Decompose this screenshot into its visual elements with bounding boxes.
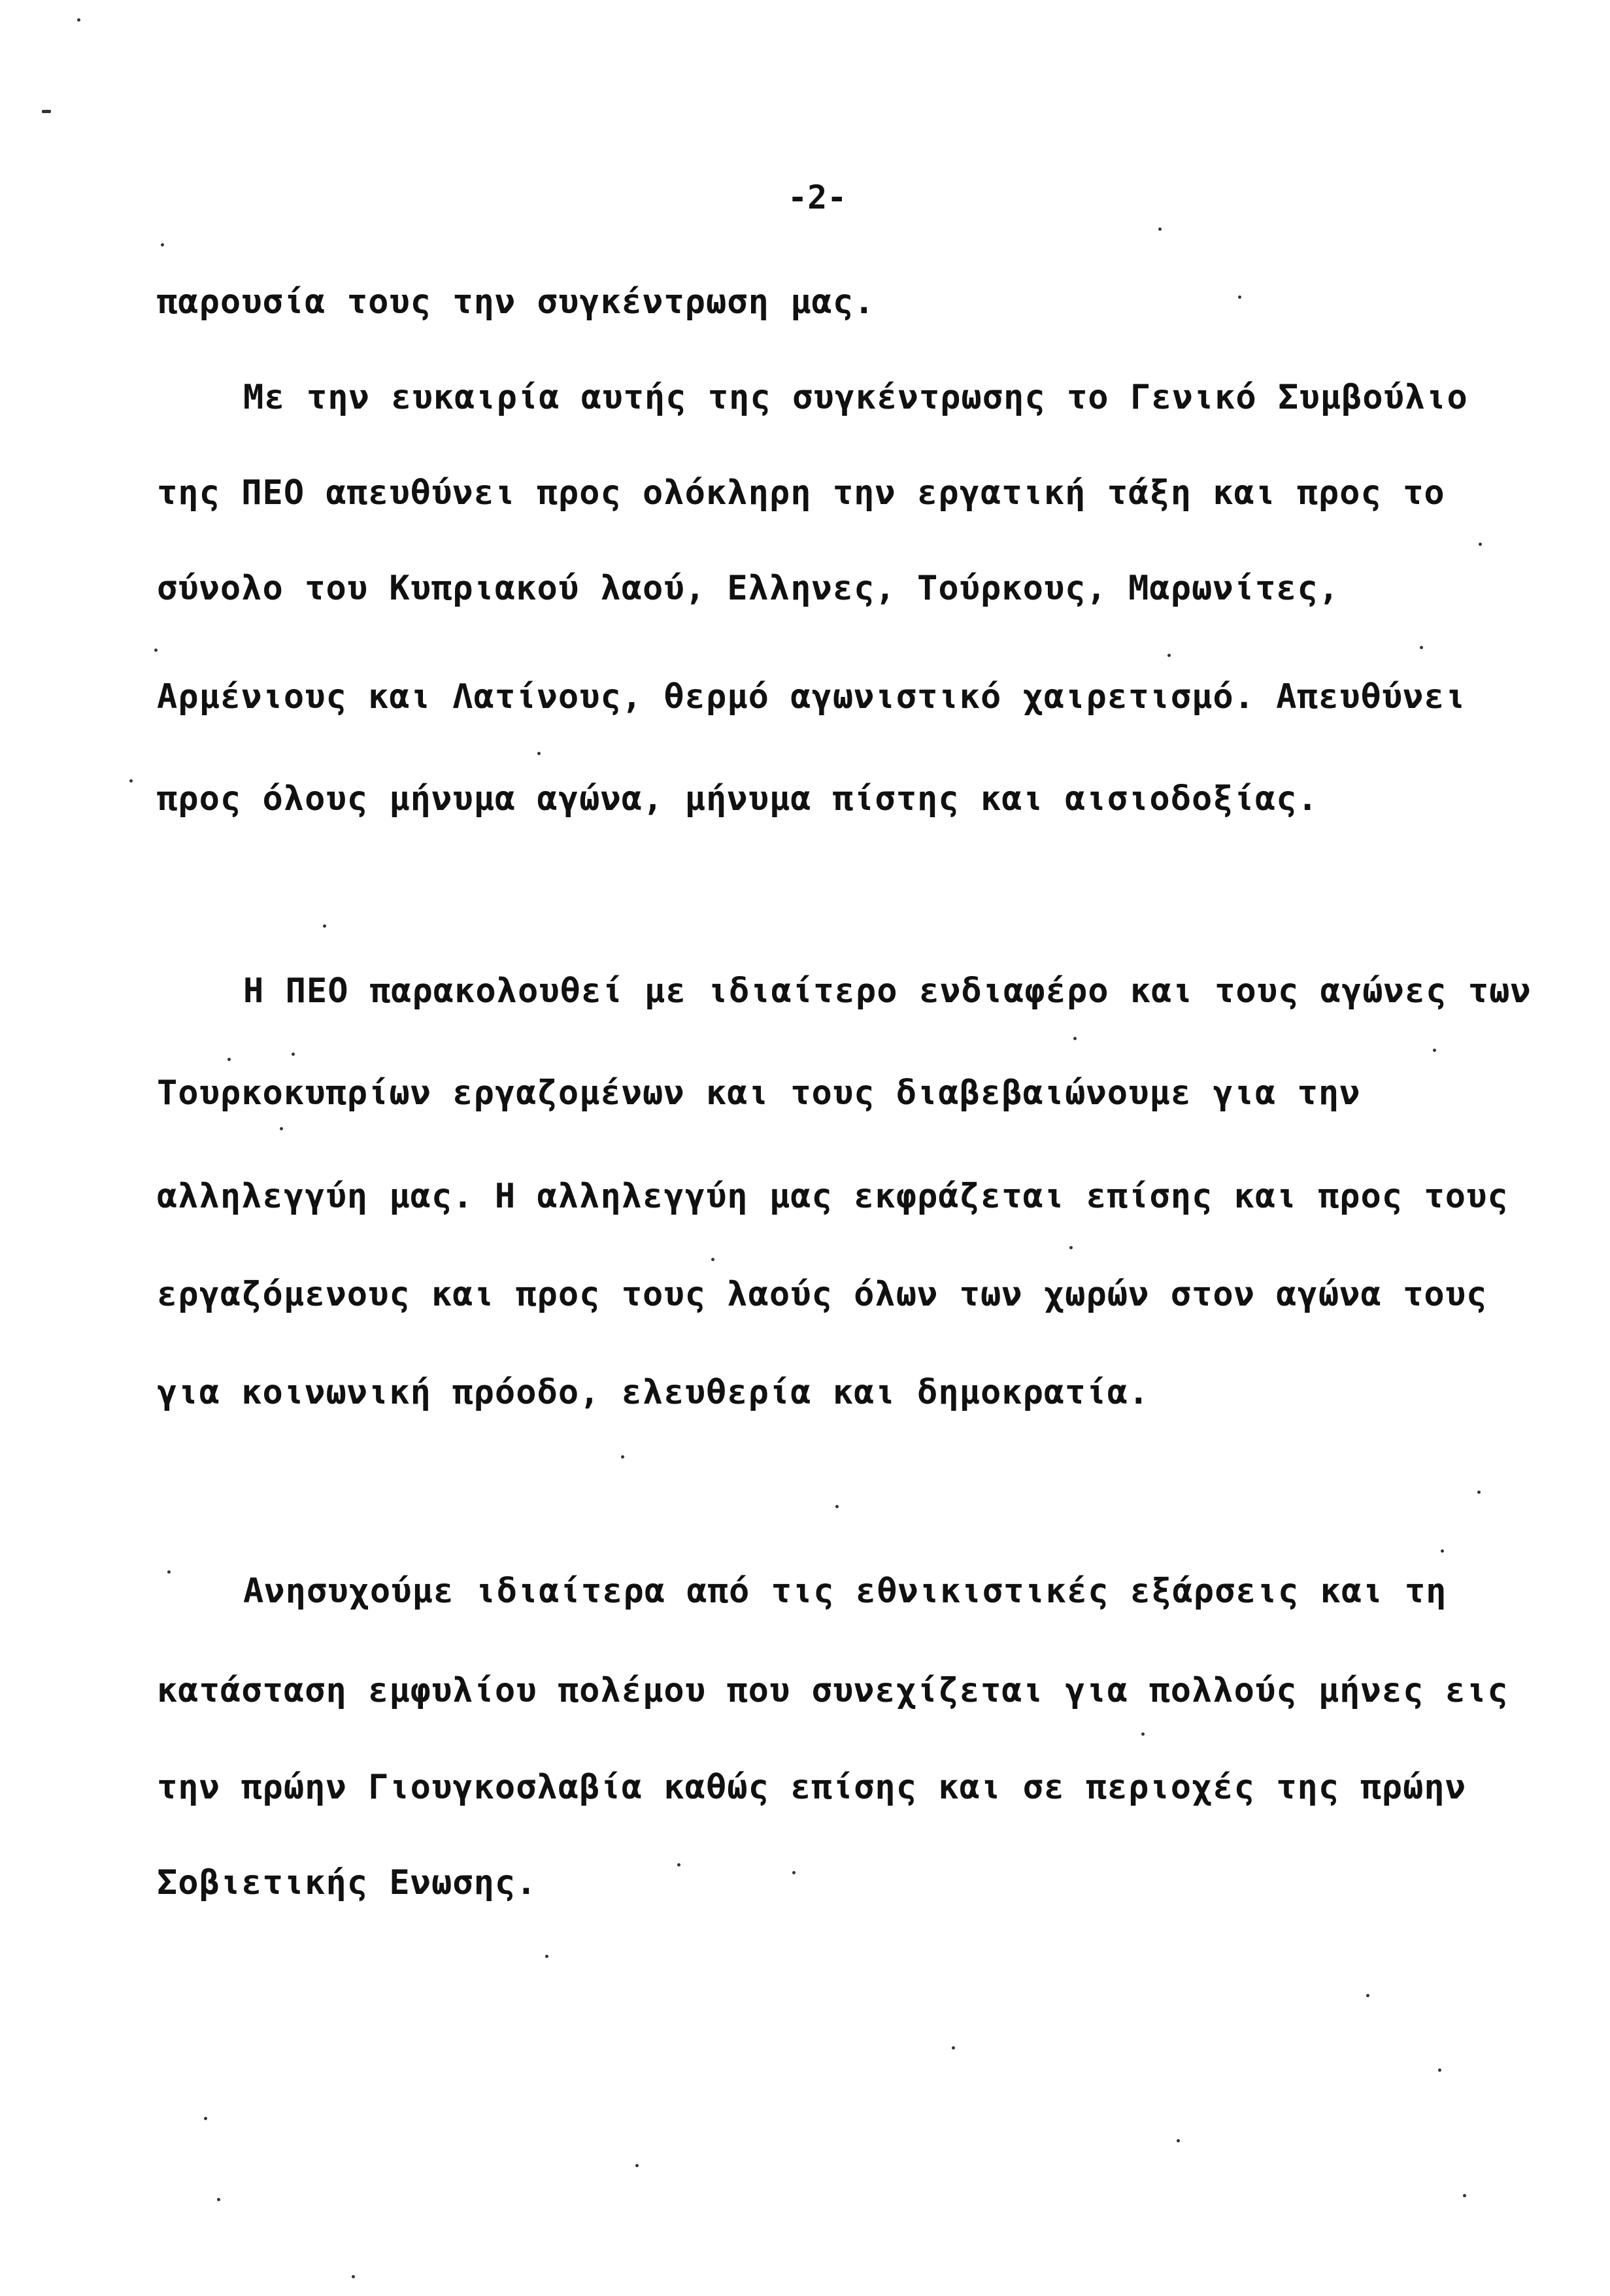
scan-speck [352,2275,355,2278]
scan-speck [161,243,164,246]
paragraph-3-line-3: αλληλεγγύη μας. Η αλληλεγγύη μας εκφράζεται επίσης και προς τους [157,1177,1509,1216]
scan-speck [635,2164,639,2167]
scan-speck [204,2117,207,2120]
scan-speck [1238,295,1241,299]
scan-speck [677,1863,680,1866]
scan-speck [1158,228,1162,231]
scan-speck [280,1127,283,1130]
scan-speck [1463,2194,1466,2197]
paragraph-3-line-2: Τουρκοκυπρίων εργαζομένων και τους διαβεβαιώνουμε για την [157,1073,1361,1113]
paragraph-2-line-4: Αρμένιους και Λατίνους, θερμό αγωνιστικό χαιρετισμό. Απευθύνει [157,677,1467,717]
scan-speck [167,1570,171,1574]
scan-speck [1477,1491,1481,1494]
scan-speck [537,752,541,755]
scan-speck [1479,543,1482,546]
scan-speck [1441,1549,1444,1553]
scan-speck [129,779,133,783]
paragraph-2-line-1: Με την ευκαιρία αυτής της συγκέντρωσης το Γενικό Συμβούλιο [243,378,1468,417]
scan-speck [792,1871,796,1874]
paragraph-4-line-3: την πρώην Γιουγκοσλαβία καθώς επίσης και σε περιοχές της πρώην [157,1768,1467,1807]
scan-speck [154,649,158,652]
scan-speck [545,1955,548,1958]
scan-speck [711,1258,714,1261]
paragraph-4-line-1: Ανησυχούμε ιδιαίτερα από τις εθνικιστικές εξάρσεις και τη [243,1572,1447,1611]
scan-speck [292,1053,295,1056]
paragraph-2-line-5: προς όλους μήνυμα αγώνα, μήνυμα πίστης και αισιοδοξίας. [157,779,1318,819]
paragraph-2-line-2: της ΠΕΟ απευθύνει προς ολόκληρη την εργατική τάξη και προς το [157,473,1445,513]
scan-speck [323,924,326,928]
scan-speck [1069,1246,1073,1249]
scan-speck [1366,1994,1369,1997]
paragraph-3-line-1: Η ΠΕΟ παρακολουθεί με ιδιαίτερο ενδιαφέρο και τους αγώνες των [243,971,1532,1011]
paragraph-3-line-5: για κοινωνική πρόοδο, ελευθερία και δημοκρατία. [157,1373,1150,1412]
scan-speck [42,110,51,113]
paragraph-4-line-2: κατάσταση εμφυλίου πολέμου που συνεχίζεται για πολλούς μήνες εις [157,1671,1509,1710]
scan-speck [1420,646,1423,649]
scan-speck [1141,1732,1145,1736]
scan-speck [1167,654,1171,657]
scan-speck [621,1455,624,1459]
scan-speck [1438,2068,1441,2072]
scan-speck [1177,2139,1180,2142]
scan-speck [952,2046,955,2050]
scan-speck [217,2198,220,2201]
scan-speck [835,1505,839,1508]
page-number: -2- [788,178,847,216]
scan-speck [1073,1037,1077,1040]
scan-speck [227,1058,231,1061]
paragraph-2-line-3: σύνολο του Κυπριακού λαού, Ελληνες, Τούρκους, Μαρωνίτες, [157,569,1340,608]
paragraph-1-line-1: παρουσία τους την συγκέντρωση μας. [157,282,875,322]
scan-speck [77,18,80,22]
paragraph-3-line-4: εργαζόμενους και προς τους λαούς όλων των χωρών στον αγώνα τους [157,1275,1488,1314]
paragraph-4-line-4: Σοβιετικής Ενωσης. [157,1863,537,1902]
scan-speck [1433,1049,1436,1052]
